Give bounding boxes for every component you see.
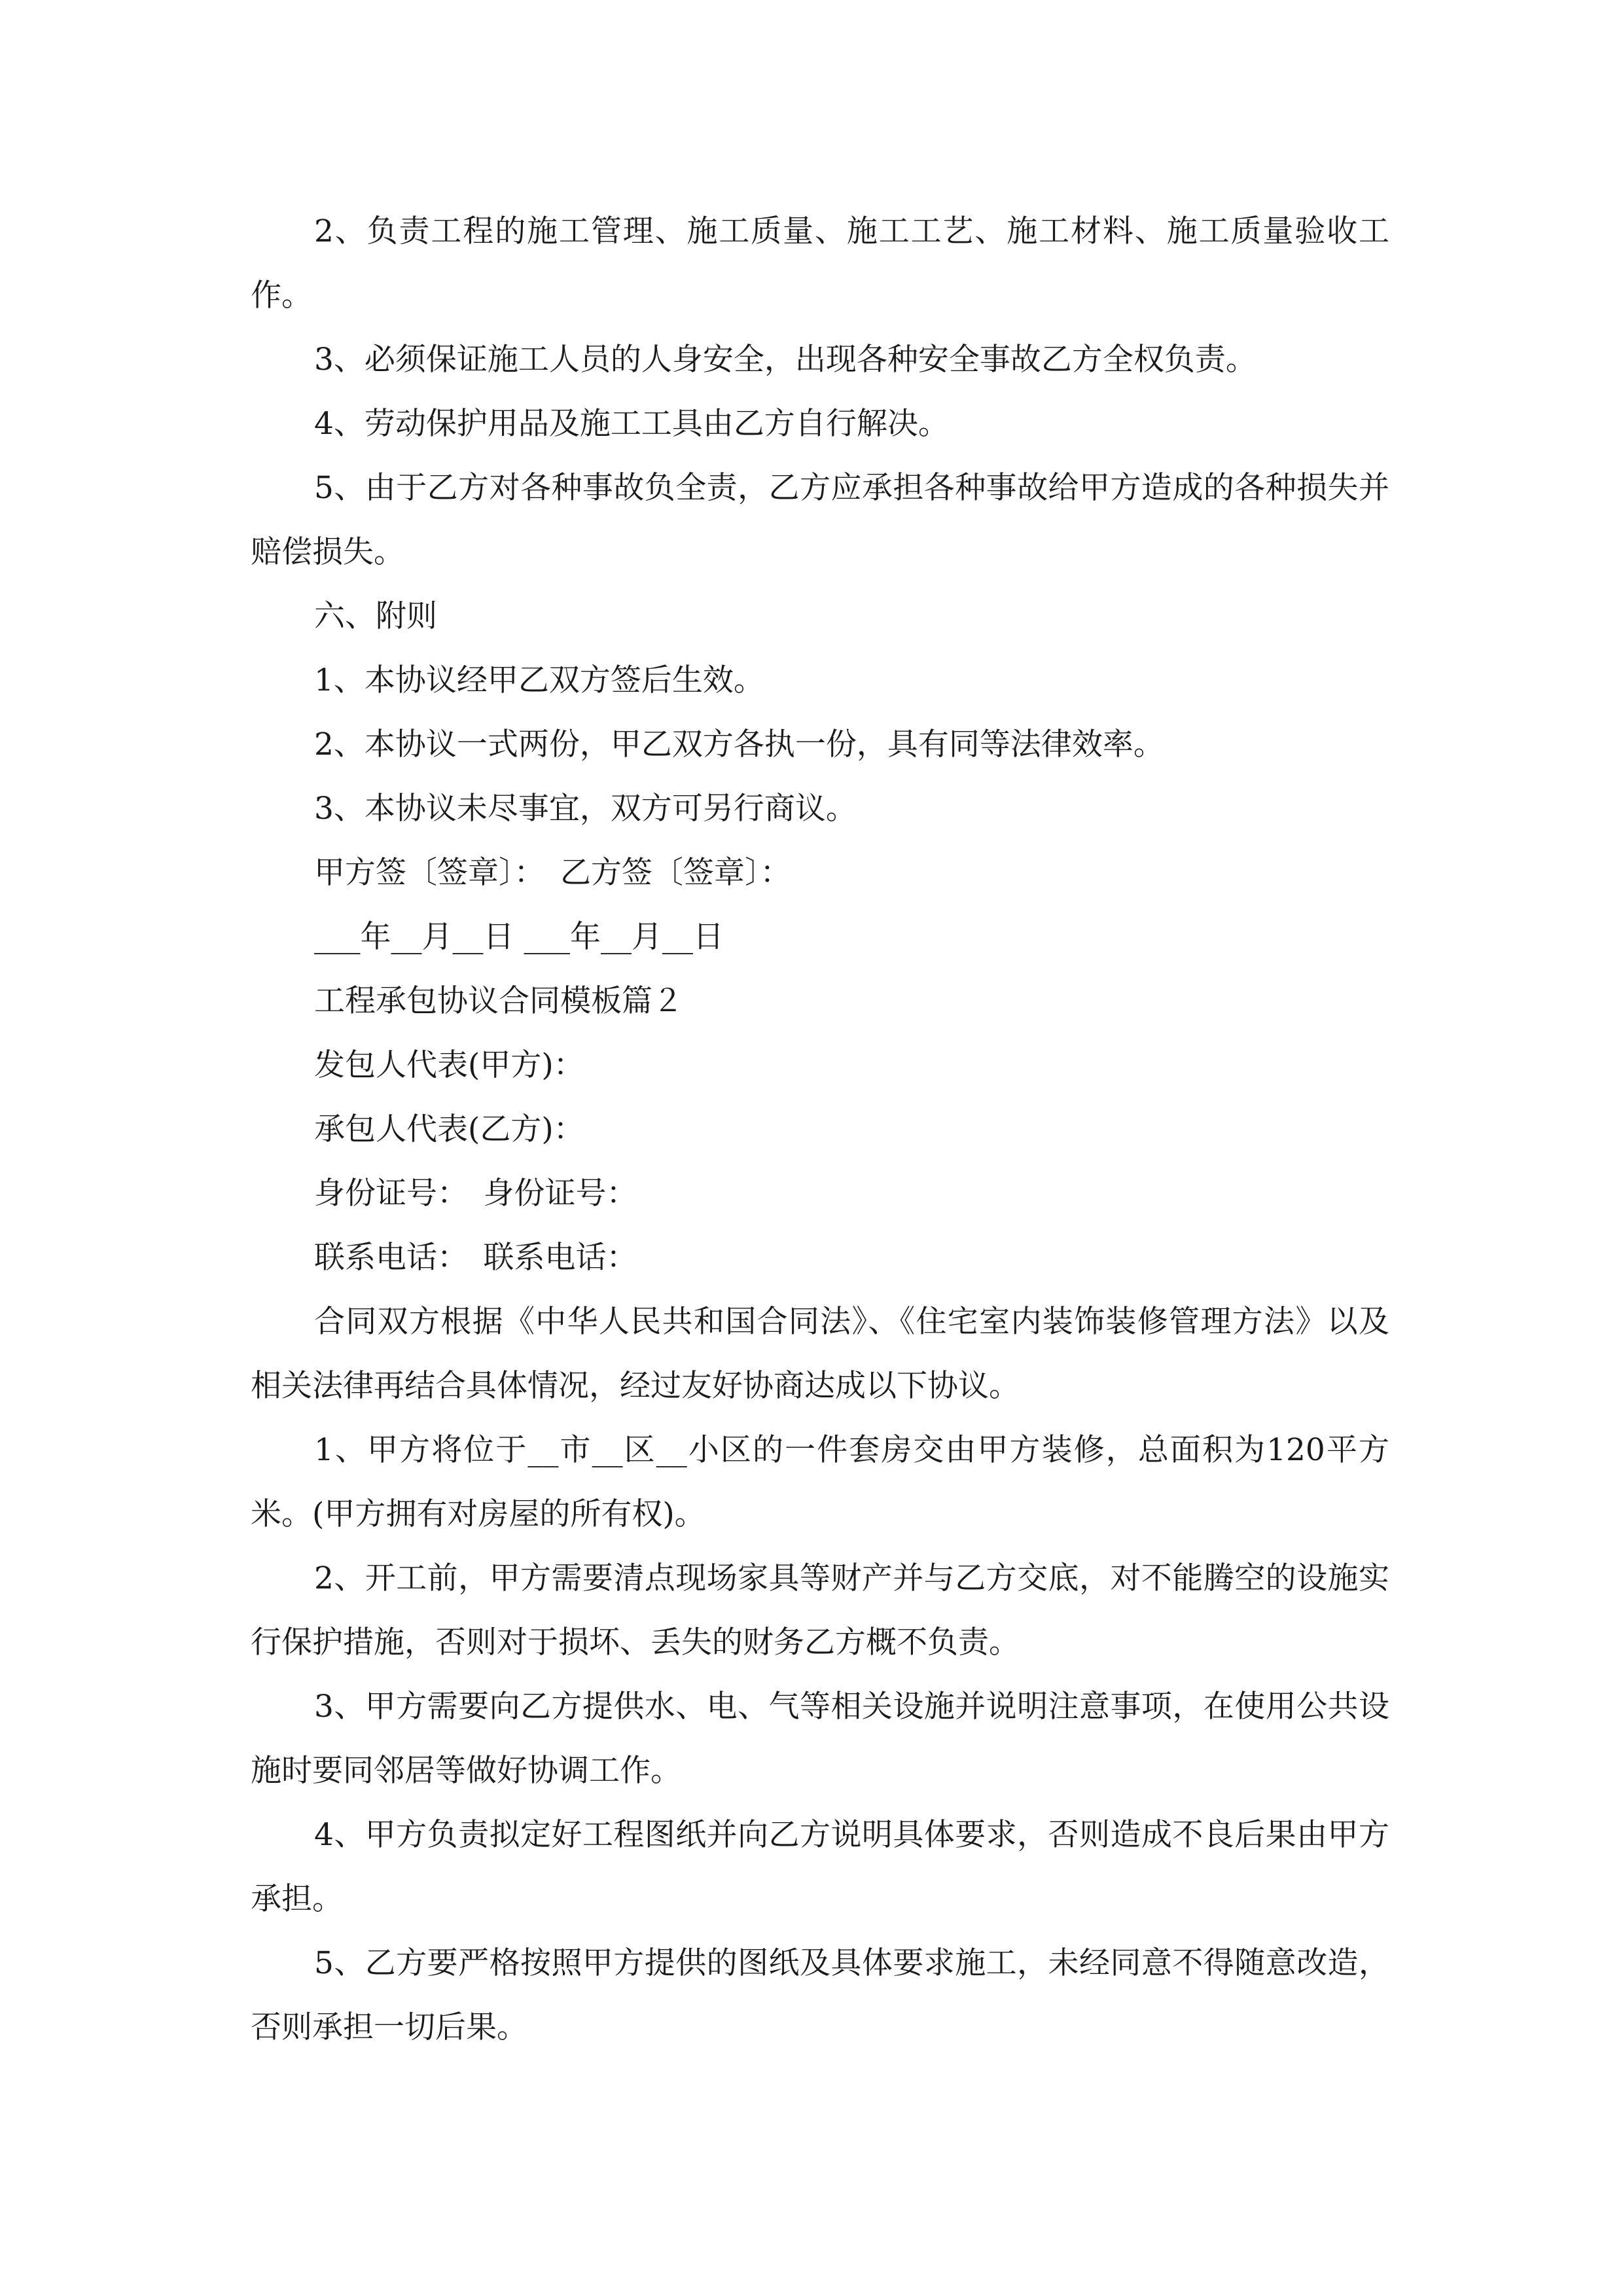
clause-3-worker-safety: 3、必须保证施工人员的人身安全，出现各种安全事故乙方全权负责。	[314, 342, 1257, 378]
section-heading-supplementary-rules: 六、附则	[314, 598, 437, 634]
term-1-property: 1、甲方将位于__市__区__小区的一件套房交由甲方装修，总面积为120平方米。(甲方拥有对房屋的所有权)。	[251, 1432, 1389, 1532]
rule-2-copies: 2、本协议一式两份，甲乙双方各执一份，具有同等法律效率。	[314, 726, 1164, 762]
rule-3-other-matters: 3、本协议未尽事宜，双方可另行商议。	[314, 791, 857, 827]
phone-line: 联系电话： 联系电话：	[314, 1240, 637, 1276]
clause-4-protective-equipment: 4、劳动保护用品及施工工具由乙方自行解决。	[314, 406, 949, 442]
clause-2-construction-management: 2、负责工程的施工管理、施工质量、施工工艺、施工材料、施工质量验收工作。	[251, 213, 1389, 314]
signature-line: 甲方签〔签章〕： 乙方签〔签章〕：	[314, 855, 791, 891]
rule-1-effective: 1、本协议经甲乙双方签后生效。	[314, 662, 764, 698]
clause-5-accident-liability: 5、由于乙方对各种事故负全责，乙方应承担各种事故给甲方造成的各种损失并赔偿损失。	[251, 470, 1389, 570]
date-line: ___年__月__日 ___年__月__日	[314, 919, 724, 955]
term-3-utilities: 3、甲方需要向乙方提供水、电、气等相关设施并说明注意事项，在使用公共设施时要同邻居等做好协调工作。	[251, 1689, 1389, 1789]
term-2-before-start: 2、开工前，甲方需要清点现场家具等财产并与乙方交底，对不能腾空的设施实行保护措施，否则对于损坏、丢失的财务乙方概不负责。	[251, 1560, 1389, 1660]
party-a-representative: 发包人代表(甲方)：	[314, 1047, 584, 1083]
contract-preamble: 合同双方根据《中华人民共和国合同法》、《住宅室内装饰装修管理方法》以及相关法律再结合具体情况，经过友好协商达成以下协议。	[251, 1304, 1389, 1404]
party-b-representative: 承包人代表(乙方)：	[314, 1111, 584, 1147]
term-5-follow-drawings: 5、乙方要严格按照甲方提供的图纸及具体要求施工，未经同意不得随意改造，否则承担一切后果。	[251, 1945, 1389, 2045]
template-title: 工程承包协议合同模板篇２	[314, 983, 683, 1019]
id-number-line: 身份证号： 身份证号：	[314, 1175, 637, 1211]
term-4-drawings: 4、甲方负责拟定好工程图纸并向乙方说明具体要求，否则造成不良后果由甲方承担。	[251, 1817, 1389, 1917]
document-body	[251, 200, 1389, 2060]
